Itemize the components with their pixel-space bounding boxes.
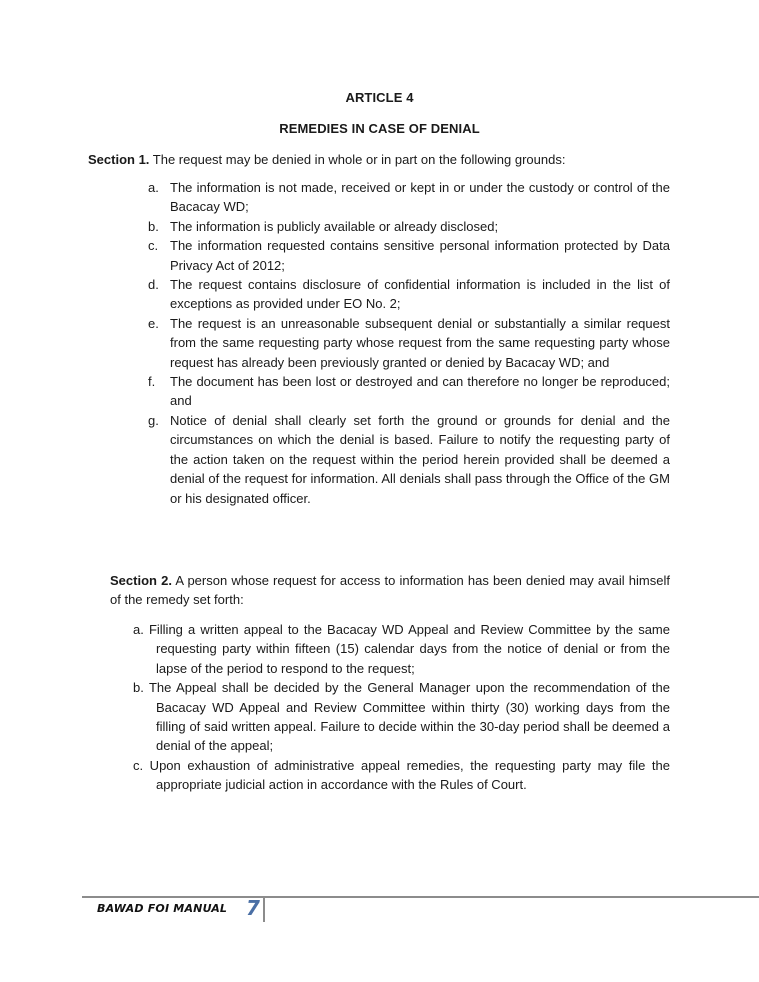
list-item	[148, 411, 670, 508]
list-marker: f.	[148, 374, 156, 390]
list-item-text: Notice of denial shall clearly set forth the ground or grounds for denial and the circumstances on which the denial is based. Failure to notify the requesting party of the action taken on the request within the period herein provided shall be deemed a denial of the request for information. All denials shall pass through the Office of the GM or his designated officer.	[170, 412, 670, 506]
list-item	[148, 178, 670, 217]
list-marker: d.	[148, 277, 159, 293]
section-1-grounds-list	[148, 178, 670, 508]
section-1-intro-text: The request may be denied in whole or in part on the following grounds:	[149, 152, 566, 167]
list-item	[148, 314, 670, 372]
list-marker: g.	[148, 412, 159, 428]
list-item-text: The request contains disclosure of confidential information is included in the list of exceptions as provided under EO No. 2;	[170, 277, 670, 312]
list-item-text: The request is an unreasonable subsequent denial or substantially a similar request from the same requesting party whose request from the same requesting party whose request has already been previously granted or denied by Bacacay WD; and	[170, 315, 670, 370]
list-marker: a.	[148, 180, 159, 195]
list-item: b. The Appeal shall be decided by the General Manager upon the recommendation of the Bacacay WD Appeal and Review Committee within thirty (30) working days from the filling of said written appeal. Failure to decide within the 30-day period shall be deemed a denial of the appeal;	[133, 680, 670, 754]
list-item	[148, 236, 670, 275]
section-1-intro	[88, 150, 688, 169]
list-item-text: The information is not made, received or kept in or under the custody or control of the Bacacay WD;	[170, 180, 670, 215]
list-item-text: The information requested contains sensitive personal information protected by Data Privacy Act of 2012;	[170, 238, 670, 273]
footer-vertical-divider	[263, 898, 265, 922]
article-title: ARTICLE 4	[345, 90, 414, 105]
list-item-text: The document has been lost or destroyed and can therefore no longer be reproduced; and	[170, 374, 670, 409]
list-item	[148, 275, 670, 314]
list-item-text: The information is publicly available or already disclosed;	[170, 218, 499, 234]
section-2-label: Section 2.	[110, 573, 172, 588]
section-2-remedies-list	[133, 620, 670, 795]
section-1-label: Section 1.	[88, 152, 150, 167]
list-marker: c.	[148, 238, 159, 254]
list-item	[148, 372, 670, 411]
article-subtitle: REMEDIES IN CASE OF DENIAL	[279, 121, 480, 136]
list-item: a. Filling a written appeal to the Bacacay WD Appeal and Review Committee by the same requesting party within fifteen (15) calendar days from the notice of denial or from the lapse of the period to respond to the request;	[133, 622, 670, 676]
list-marker: e.	[148, 315, 159, 331]
footer-manual-title: BAWAD FOI MANUAL	[97, 902, 228, 915]
list-marker: b.	[148, 218, 159, 234]
list-item: c. Upon exhaustion of administrative appeal remedies, the requesting party may file the appropriate judicial action in accordance with the Rules of Court.	[133, 757, 670, 793]
footer-page-number: 7	[246, 896, 260, 920]
list-item	[148, 217, 670, 236]
section-2-intro-text: A person whose request for access to information has been denied may avail himself of the remedy set forth:	[110, 573, 670, 607]
footer-divider	[82, 896, 759, 898]
section-2-intro	[110, 571, 670, 609]
